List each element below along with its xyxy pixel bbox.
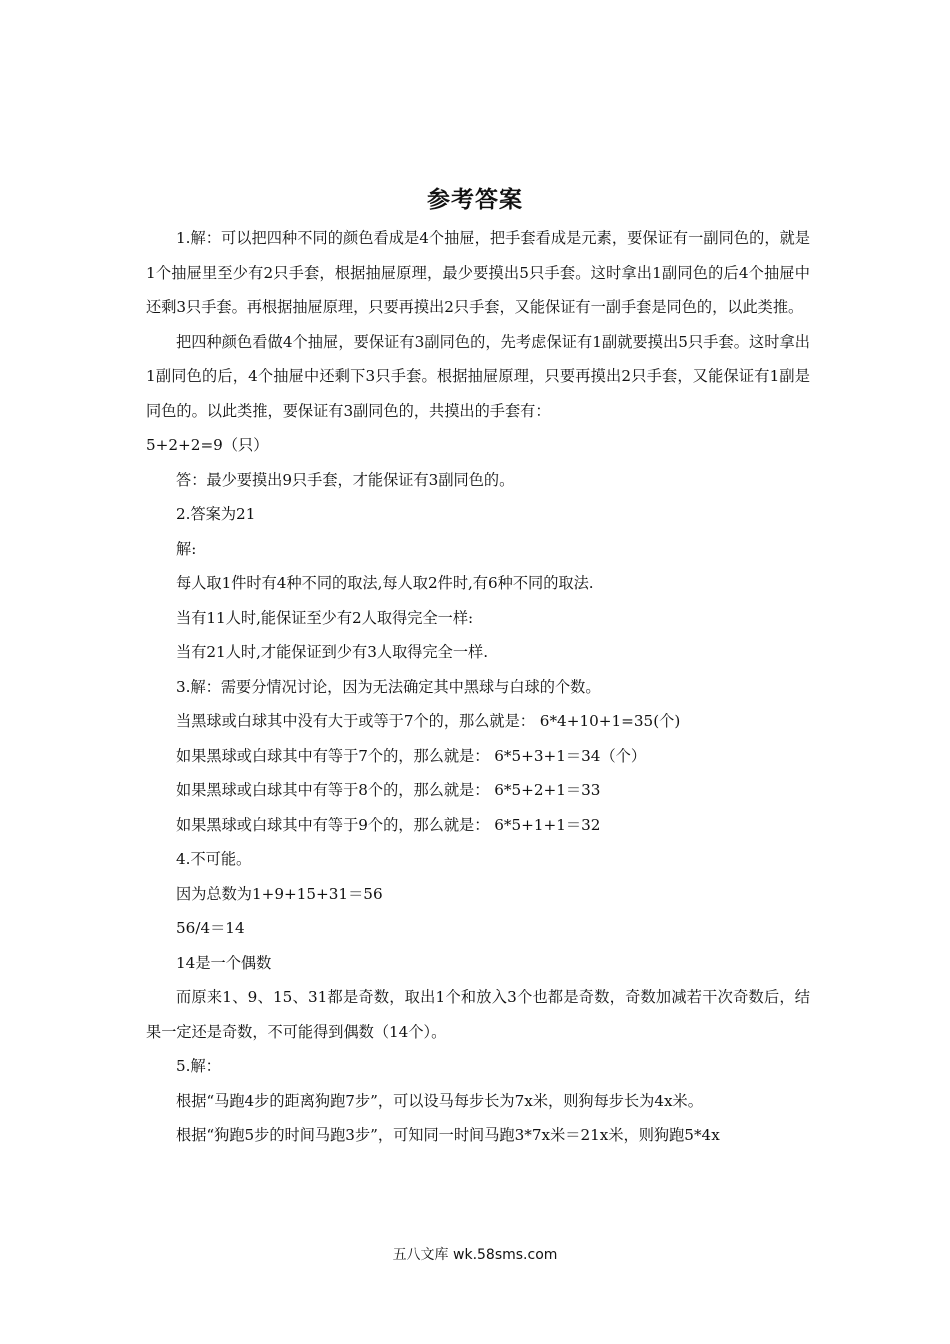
answer-4-line-1: 因为总数为1+9+15+31＝56 xyxy=(176,884,383,903)
answer-4-line-2: 56/4＝14 xyxy=(176,919,245,937)
answer-body xyxy=(146,221,810,1153)
answer-5-line-1: 根据“马跑4步的距离狗跑7步”，可以设马每步长为7x米，则狗每步长为4x米。 xyxy=(176,1091,703,1110)
answer-3-case-4: 如果黑球或白球其中有等于9个的，那么就是： 6*5+1+1＝32 xyxy=(176,815,601,834)
page-footer: 五八文库 wk.58sms.com xyxy=(392,1247,558,1263)
page-title: 参考答案 xyxy=(427,187,523,213)
answer-5-line-2: 根据“狗跑5步的时间马跑3步”，可知同一时间马跑3*7x米＝21x米，则狗跑5*4x xyxy=(176,1126,720,1144)
answer-3-case-1: 当黑球或白球其中没有大于或等于7个的，那么就是： 6*4+10+1=35(个) xyxy=(176,712,681,730)
answer-1-paragraph: 1.解：可以把四种不同的颜色看成是4个抽屉，把手套看成是元素，要保证有一副同色的，就是1个抽屉里至少有2只手套，根据抽屉原理，最少要摸出5只手套。这时拿出1副同色的后4个抽屉中还剩3只手套。再根据抽屉原理，只要再摸出2只手套，又能保证有一副手套是同色的，以此类推。 xyxy=(146,229,810,316)
answer-2-line-2: 当有11人时,能保证至少有2人取得完全一样: xyxy=(176,608,474,627)
answer-2-line-3: 当有21人时,才能保证到少有3人取得完全一样. xyxy=(176,643,489,661)
answer-1-conclusion: 答：最少要摸出9只手套，才能保证有3副同色的。 xyxy=(176,470,515,489)
answer-2-line-1: 每人取1件时有4种不同的取法,每人取2件时,有6种不同的取法. xyxy=(176,574,594,592)
answer-2-solution-label: 解: xyxy=(176,539,197,558)
answer-3-case-3: 如果黑球或白球其中有等于8个的，那么就是： 6*5+2+1＝33 xyxy=(176,781,601,799)
answer-1-equation: 5+2+2=9（只） xyxy=(146,436,269,454)
answer-1-paragraph-2: 把四种颜色看做4个抽屉，要保证有3副同色的，先考虑保证有1副就要摸出5只手套。这时拿出1副同色的后，4个抽屉中还剩下3只手套。根据抽屉原理，只要再摸出2只手套，又能保证有1副是同色的。以此类推，要保证有3副同色的，共摸出的手套有： xyxy=(146,332,810,420)
answer-3-heading: 3.解：需要分情况讨论，因为无法确定其中黑球与白球的个数。 xyxy=(176,677,601,696)
answer-4-heading: 4.不可能。 xyxy=(176,850,252,868)
answer-3-case-2: 如果黑球或白球其中有等于7个的，那么就是： 6*5+3+1＝34（个） xyxy=(176,746,647,765)
answer-2-heading: 2.答案为21 xyxy=(176,505,256,523)
answer-4-explanation: 而原来1、9、15、31都是奇数，取出1个和放入3个也都是奇数，奇数加减若干次奇数后，结果一定还是奇数，不可能得到偶数（14个）。 xyxy=(146,988,810,1041)
answer-5-heading: 5.解： xyxy=(176,1057,221,1075)
answer-4-line-3: 14是一个偶数 xyxy=(176,953,272,972)
